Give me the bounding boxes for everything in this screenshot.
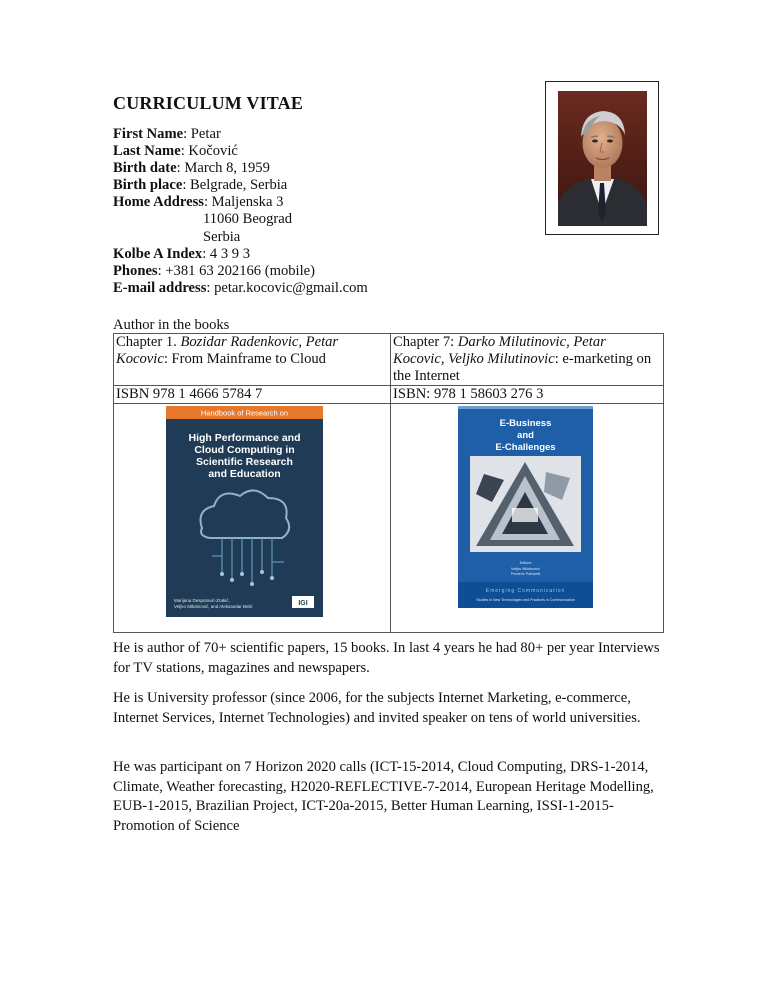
book2-cover-image bbox=[458, 406, 593, 608]
birth-date-label: Birth date bbox=[113, 160, 177, 177]
portrait-image bbox=[558, 91, 647, 226]
publisher-logo: IGI bbox=[298, 600, 308, 607]
first-name-value: : Petar bbox=[183, 126, 221, 142]
phones-value: : +381 63 202166 (mobile) bbox=[157, 262, 316, 279]
book1-cover-title-line2: Cloud Computing in bbox=[194, 444, 295, 456]
book1-cover-title-line1: High Performance and bbox=[188, 432, 301, 444]
birth-place-label: Birth place bbox=[113, 177, 183, 194]
email-value: : petar.kocovic@gmail.com bbox=[206, 279, 368, 296]
book2-cover-title-line2: and bbox=[517, 430, 534, 441]
last-name-value: : Kočović bbox=[180, 143, 238, 160]
page-title: CURRICULUM VITAE bbox=[113, 93, 304, 113]
home-address-label: Home Address bbox=[113, 194, 204, 211]
first-name-label: First Name bbox=[113, 126, 184, 142]
first-name-row bbox=[113, 126, 368, 143]
book2-chapter-title: : e-marketing on the Internet bbox=[393, 351, 652, 384]
book1-cover-header: Handbook of Research on bbox=[200, 408, 289, 418]
home-address-value: : Maljenska 3 bbox=[203, 194, 284, 211]
book2-cover-series-subtitle: Studies in New Technologies and Practices in Communication bbox=[476, 598, 575, 602]
kolbe-label: Kolbe A Index bbox=[113, 245, 203, 262]
book2-cover-series: Emerging Communication bbox=[485, 588, 566, 594]
home-address-line3: Serbia bbox=[203, 228, 241, 245]
book1-cover bbox=[166, 406, 323, 617]
home-address-line2: 11060 Beograd bbox=[203, 211, 293, 228]
book2-cover-editor2: Frederic Patricelli bbox=[510, 572, 541, 576]
book1-cover-editors-line1: Marijana Despotović-Zrakić, bbox=[174, 598, 230, 603]
book2-chapter-prefix: Chapter 7: bbox=[393, 334, 458, 350]
books-intro: Author in the books bbox=[113, 317, 230, 333]
book2-cover-title-line3: E-Challenges bbox=[495, 442, 556, 453]
book2-cover bbox=[458, 406, 593, 608]
phones-label: Phones bbox=[113, 262, 158, 279]
book1-cover-image bbox=[166, 406, 323, 617]
birth-place-row bbox=[113, 177, 368, 194]
book2-chapter-cell bbox=[391, 334, 664, 386]
birth-date-row bbox=[113, 160, 368, 177]
personal-info bbox=[113, 126, 368, 297]
book2-cover-editors-label: Editors bbox=[519, 561, 532, 565]
book1-chapter-cell bbox=[114, 334, 391, 386]
book1-cover-editors-line2: Veljko Milutinović, and Aleksandar Belić bbox=[174, 604, 253, 609]
book2-cover-editor1: Veljko Milutinović bbox=[511, 567, 540, 571]
phones-row bbox=[113, 263, 368, 280]
kolbe-row bbox=[113, 246, 368, 263]
book2-cover-cell bbox=[391, 404, 664, 633]
kolbe-value: : 4 3 9 3 bbox=[202, 245, 251, 262]
book1-chapter-title: : From Mainframe to Cloud bbox=[163, 351, 326, 367]
isbn-row bbox=[114, 386, 664, 404]
profile-photo bbox=[545, 81, 659, 235]
book2-isbn: ISBN: 978 1 58603 276 3 bbox=[391, 386, 664, 404]
book1-isbn: ISBN 978 1 4666 5784 7 bbox=[114, 386, 391, 404]
chapter-row bbox=[114, 334, 664, 386]
book1-cover-title-line3: Scientific Research bbox=[196, 456, 293, 468]
book2-chapter-authors: Darko Milutinovic, Petar Kocovic, Veljko Milutinovic bbox=[393, 334, 606, 367]
birth-date-value: : March 8, 1959 bbox=[176, 160, 270, 177]
books-table bbox=[113, 333, 664, 633]
book2-cover-title-line1: E-Business bbox=[499, 418, 552, 429]
email-row bbox=[113, 280, 368, 297]
paragraph-horizon: He was participant on 7 Horizon 2020 calls (ICT-15-2014, Cloud Computing, DRS-1-2014, Climate, Weather forecasting, H2020-REFLECTIVE-7-2014, European Heritage Modelling, EUB-1-2015, Brazilian Project, ICT-20a-2015, Better Human Learning, ISSI-1-2015-Promotion of Science bbox=[113, 759, 654, 834]
book1-cover-title-line4: and Education bbox=[208, 468, 281, 480]
birth-place-value: : Belgrade, Serbia bbox=[182, 177, 288, 194]
email-label: E-mail address bbox=[113, 279, 207, 296]
book1-chapter-prefix: Chapter 1. bbox=[116, 334, 181, 350]
paragraph-professor: He is University professor (since 2006, for the subjects Internet Marketing, e-commerce, Internet Services, Internet Technologies) and invited speaker on tens of world universities. bbox=[113, 690, 641, 726]
last-name-row bbox=[113, 143, 368, 160]
paragraph-publications: He is author of 70+ scientific papers, 15 books. In last 4 years he had 80+ per year Interviews for TV stations, magazines and newspapers. bbox=[113, 640, 660, 676]
book1-chapter-authors: Bozidar Radenkovic, Petar Kocovic bbox=[116, 334, 339, 367]
cover-row bbox=[114, 404, 664, 633]
book1-cover-cell bbox=[114, 404, 391, 633]
book2-cover-illustration bbox=[470, 456, 581, 552]
last-name-label: Last Name bbox=[113, 143, 181, 160]
home-address-row bbox=[113, 194, 368, 211]
